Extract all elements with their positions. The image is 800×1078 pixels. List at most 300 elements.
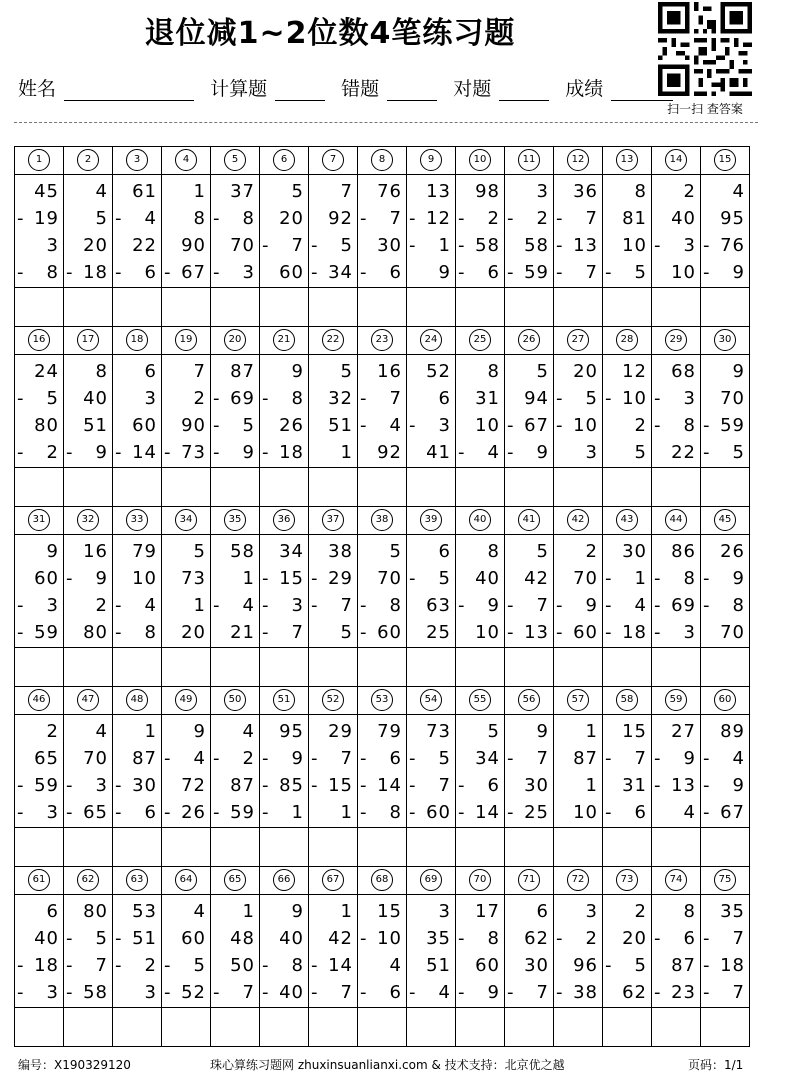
answer-box[interactable] bbox=[15, 1008, 64, 1047]
problem-cell bbox=[15, 175, 64, 288]
answer-box[interactable] bbox=[505, 288, 554, 327]
problem-term: 30 bbox=[377, 235, 402, 256]
answer-box[interactable] bbox=[162, 648, 211, 687]
problem-cell bbox=[309, 175, 358, 288]
problem-term: 16 bbox=[377, 361, 402, 382]
problem-number-cell bbox=[554, 147, 603, 175]
problem-number: 6 bbox=[273, 149, 295, 171]
answer-box[interactable] bbox=[211, 1008, 260, 1047]
problem-term: - 4 bbox=[409, 982, 451, 1003]
problem-number-cell bbox=[652, 147, 701, 175]
answer-box[interactable] bbox=[456, 468, 505, 507]
problem-number: 74 bbox=[665, 869, 687, 891]
problem-number: 7 bbox=[322, 149, 344, 171]
problem-term: 87 bbox=[230, 361, 255, 382]
answer-box[interactable] bbox=[211, 468, 260, 507]
problem-term: 1 bbox=[585, 721, 598, 742]
problem-term: - 59 bbox=[507, 262, 549, 283]
problem-term: 80 bbox=[34, 415, 59, 436]
problem-cell bbox=[407, 535, 456, 648]
answer-box[interactable] bbox=[505, 1008, 554, 1047]
right-count-blank[interactable] bbox=[499, 78, 549, 101]
problem-number: 65 bbox=[224, 869, 246, 891]
problem-number: 55 bbox=[469, 689, 491, 711]
problem-term: - 2 bbox=[458, 208, 500, 229]
problem-number: 19 bbox=[175, 329, 197, 351]
problem-term: 60 bbox=[279, 262, 304, 283]
problem-term: - 18 bbox=[17, 955, 59, 976]
problem-term: - 58 bbox=[66, 982, 108, 1003]
problem-number: 37 bbox=[322, 509, 344, 531]
problem-term: - 13 bbox=[507, 622, 549, 643]
problem-cell bbox=[260, 535, 309, 648]
answer-box[interactable] bbox=[358, 1008, 407, 1047]
problem-term: 70 bbox=[83, 748, 108, 769]
problem-term: - 9 bbox=[262, 748, 304, 769]
problem-number: 22 bbox=[322, 329, 344, 351]
problem-row bbox=[15, 715, 750, 828]
problem-term: 40 bbox=[475, 568, 500, 589]
problem-term: 10 bbox=[132, 568, 157, 589]
answer-box[interactable] bbox=[260, 468, 309, 507]
problem-number: 66 bbox=[273, 869, 295, 891]
problem-term: - 2 bbox=[213, 748, 255, 769]
number-row bbox=[15, 507, 750, 535]
problem-cell bbox=[358, 175, 407, 288]
answer-box[interactable] bbox=[15, 288, 64, 327]
problem-term: 87 bbox=[132, 748, 157, 769]
name-blank[interactable] bbox=[64, 78, 194, 101]
problem-term: 6 bbox=[46, 901, 59, 922]
problem-number-cell bbox=[309, 867, 358, 895]
answer-box[interactable] bbox=[113, 468, 162, 507]
answer-box[interactable] bbox=[211, 648, 260, 687]
answer-box[interactable] bbox=[456, 288, 505, 327]
problem-number: 3 bbox=[126, 149, 148, 171]
answer-box[interactable] bbox=[701, 828, 750, 867]
problem-term: - 69 bbox=[213, 388, 255, 409]
problem-row bbox=[15, 535, 750, 648]
problem-number-cell bbox=[64, 867, 113, 895]
problem-term: 51 bbox=[328, 415, 353, 436]
answer-box[interactable] bbox=[162, 828, 211, 867]
answer-box[interactable] bbox=[554, 288, 603, 327]
problem-term: - 5 bbox=[164, 955, 206, 976]
answer-row bbox=[15, 1008, 750, 1047]
problem-cell bbox=[652, 535, 701, 648]
problem-cell bbox=[701, 355, 750, 468]
wrong-count-blank[interactable] bbox=[387, 78, 437, 101]
problem-term: - 2 bbox=[507, 208, 549, 229]
problem-number-cell bbox=[505, 147, 554, 175]
problem-number-cell bbox=[554, 867, 603, 895]
problem-term: - 12 bbox=[409, 208, 451, 229]
problem-number: 2 bbox=[77, 149, 99, 171]
problem-term: 73 bbox=[426, 721, 451, 742]
problem-term: - 52 bbox=[164, 982, 206, 1003]
problem-term: - 8 bbox=[213, 208, 255, 229]
problem-number: 45 bbox=[714, 509, 736, 531]
problem-term: 4 bbox=[193, 901, 206, 922]
problem-number-cell bbox=[603, 507, 652, 535]
problem-term: - 7 bbox=[311, 982, 353, 1003]
problem-term: - 26 bbox=[164, 802, 206, 823]
calc-count-blank[interactable] bbox=[275, 78, 325, 101]
problem-number-cell bbox=[211, 327, 260, 355]
answer-box[interactable] bbox=[554, 468, 603, 507]
problem-number-cell bbox=[554, 327, 603, 355]
problem-number: 36 bbox=[273, 509, 295, 531]
problem-number: 50 bbox=[224, 689, 246, 711]
problem-term: - 23 bbox=[654, 982, 696, 1003]
answer-box[interactable] bbox=[603, 288, 652, 327]
problem-term: 8 bbox=[193, 208, 206, 229]
problem-number-cell bbox=[113, 507, 162, 535]
problem-term: 1 bbox=[340, 901, 353, 922]
problem-number-cell bbox=[358, 507, 407, 535]
problem-number: 24 bbox=[420, 329, 442, 351]
answer-box[interactable] bbox=[701, 1008, 750, 1047]
problem-cell bbox=[260, 895, 309, 1008]
problem-number-cell bbox=[652, 687, 701, 715]
problem-term: 1 bbox=[340, 442, 353, 463]
problem-term: - 3 bbox=[654, 388, 696, 409]
problem-term: - 4 bbox=[115, 595, 157, 616]
problem-term: - 7 bbox=[262, 235, 304, 256]
answer-box[interactable] bbox=[554, 828, 603, 867]
problem-term: 4 bbox=[732, 181, 745, 202]
answer-box[interactable] bbox=[211, 288, 260, 327]
problem-term: 9 bbox=[46, 541, 59, 562]
problem-term: - 59 bbox=[703, 415, 745, 436]
problem-term: 4 bbox=[95, 721, 108, 742]
answer-box[interactable] bbox=[15, 468, 64, 507]
problem-number-cell bbox=[15, 507, 64, 535]
problem-term: 94 bbox=[524, 388, 549, 409]
problem-term: 2 bbox=[585, 541, 598, 562]
problem-term: 15 bbox=[622, 721, 647, 742]
answer-box[interactable] bbox=[652, 648, 701, 687]
problem-term: - 60 bbox=[360, 622, 402, 643]
problem-term: - 9 bbox=[507, 442, 549, 463]
problem-term: 2 bbox=[46, 721, 59, 742]
problem-term: 40 bbox=[34, 928, 59, 949]
problem-number: 63 bbox=[126, 869, 148, 891]
problem-number-cell bbox=[260, 327, 309, 355]
answer-box[interactable] bbox=[113, 1008, 162, 1047]
problem-term: - 29 bbox=[311, 568, 353, 589]
answer-box[interactable] bbox=[407, 828, 456, 867]
problem-term: - 15 bbox=[262, 568, 304, 589]
problem-number-cell bbox=[603, 687, 652, 715]
problem-number: 9 bbox=[420, 149, 442, 171]
answer-box[interactable] bbox=[260, 288, 309, 327]
problem-number: 43 bbox=[616, 509, 638, 531]
answer-box[interactable] bbox=[64, 468, 113, 507]
answer-row bbox=[15, 468, 750, 507]
answer-box[interactable] bbox=[554, 648, 603, 687]
problem-term: - 59 bbox=[213, 802, 255, 823]
answer-box[interactable] bbox=[64, 288, 113, 327]
problem-number: 28 bbox=[616, 329, 638, 351]
problem-term: 3 bbox=[585, 442, 598, 463]
problem-number-cell bbox=[358, 327, 407, 355]
answer-box[interactable] bbox=[260, 1008, 309, 1047]
problem-number: 59 bbox=[665, 689, 687, 711]
problem-term: - 8 bbox=[458, 928, 500, 949]
answer-box[interactable] bbox=[15, 648, 64, 687]
problem-number-cell bbox=[64, 147, 113, 175]
problem-term: 35 bbox=[426, 928, 451, 949]
problem-term: 6 bbox=[438, 541, 451, 562]
problem-cell bbox=[162, 535, 211, 648]
problem-term: 26 bbox=[279, 415, 304, 436]
problem-term: 35 bbox=[720, 901, 745, 922]
answer-box[interactable] bbox=[309, 828, 358, 867]
answer-box[interactable] bbox=[407, 468, 456, 507]
problem-cell bbox=[407, 895, 456, 1008]
problem-term: 3 bbox=[46, 235, 59, 256]
problem-number: 72 bbox=[567, 869, 589, 891]
answer-box[interactable] bbox=[113, 648, 162, 687]
problem-term: 8 bbox=[487, 541, 500, 562]
problem-term: 40 bbox=[83, 388, 108, 409]
answer-box[interactable] bbox=[113, 288, 162, 327]
problem-number: 30 bbox=[714, 329, 736, 351]
problem-number: 29 bbox=[665, 329, 687, 351]
problem-term: 51 bbox=[426, 955, 451, 976]
answer-box[interactable] bbox=[603, 468, 652, 507]
answer-box[interactable] bbox=[358, 828, 407, 867]
problem-term: 32 bbox=[328, 388, 353, 409]
problem-number-cell bbox=[162, 687, 211, 715]
problem-term: - 8 bbox=[654, 415, 696, 436]
problem-term: - 5 bbox=[409, 568, 451, 589]
problem-term: - 8 bbox=[703, 595, 745, 616]
answer-box[interactable] bbox=[15, 828, 64, 867]
problem-term: 8 bbox=[634, 181, 647, 202]
problem-cell bbox=[652, 895, 701, 1008]
problem-term: 95 bbox=[720, 208, 745, 229]
problem-cell bbox=[15, 355, 64, 468]
problem-term: 24 bbox=[34, 361, 59, 382]
problem-term: 87 bbox=[671, 955, 696, 976]
problem-cell bbox=[211, 175, 260, 288]
problem-number: 70 bbox=[469, 869, 491, 891]
qr-caption: 扫一扫 查答案 bbox=[667, 102, 743, 116]
problem-cell bbox=[15, 535, 64, 648]
problem-number-cell bbox=[211, 507, 260, 535]
answer-box[interactable] bbox=[211, 828, 260, 867]
problem-number: 21 bbox=[273, 329, 295, 351]
problem-term: 30 bbox=[622, 541, 647, 562]
answer-box[interactable] bbox=[554, 1008, 603, 1047]
answer-box[interactable] bbox=[652, 288, 701, 327]
problem-cell bbox=[554, 895, 603, 1008]
answer-row bbox=[15, 288, 750, 327]
answer-box[interactable] bbox=[309, 468, 358, 507]
answer-box[interactable] bbox=[652, 1008, 701, 1047]
answer-box[interactable] bbox=[309, 1008, 358, 1047]
answer-box[interactable] bbox=[64, 1008, 113, 1047]
problem-cell bbox=[15, 895, 64, 1008]
answer-box[interactable] bbox=[113, 828, 162, 867]
answer-box[interactable] bbox=[260, 828, 309, 867]
problem-term: 62 bbox=[524, 928, 549, 949]
problem-term: 42 bbox=[524, 568, 549, 589]
answer-box[interactable] bbox=[505, 468, 554, 507]
problem-cell bbox=[407, 715, 456, 828]
problem-number-cell bbox=[162, 867, 211, 895]
answer-box[interactable] bbox=[652, 828, 701, 867]
answer-box[interactable] bbox=[505, 648, 554, 687]
problem-number: 58 bbox=[616, 689, 638, 711]
problem-number: 54 bbox=[420, 689, 442, 711]
answer-box[interactable] bbox=[64, 828, 113, 867]
problem-number: 48 bbox=[126, 689, 148, 711]
problem-term: 2 bbox=[683, 181, 696, 202]
problem-term: 9 bbox=[732, 361, 745, 382]
problem-term: - 67 bbox=[164, 262, 206, 283]
problem-term: 1 bbox=[193, 181, 206, 202]
problem-number: 4 bbox=[175, 149, 197, 171]
problem-number: 27 bbox=[567, 329, 589, 351]
problem-term: - 3 bbox=[262, 595, 304, 616]
problem-term: 5 bbox=[95, 208, 108, 229]
problem-term: - 14 bbox=[360, 775, 402, 796]
problem-number: 32 bbox=[77, 509, 99, 531]
problem-number-cell bbox=[358, 687, 407, 715]
answer-box[interactable] bbox=[358, 648, 407, 687]
problem-cell bbox=[309, 895, 358, 1008]
answer-box[interactable] bbox=[407, 288, 456, 327]
problem-row bbox=[15, 175, 750, 288]
problem-cell bbox=[64, 895, 113, 1008]
problem-term: - 14 bbox=[115, 442, 157, 463]
footer-page: 页码：1/1 bbox=[688, 1058, 744, 1072]
problem-number-cell bbox=[309, 147, 358, 175]
problem-term: - 3 bbox=[213, 262, 255, 283]
problem-term: - 8 bbox=[262, 388, 304, 409]
problem-number-cell bbox=[211, 147, 260, 175]
problem-number-cell bbox=[15, 867, 64, 895]
problem-term: 90 bbox=[181, 235, 206, 256]
problem-number: 34 bbox=[175, 509, 197, 531]
problem-term: - 6 bbox=[605, 802, 647, 823]
problem-term: 6 bbox=[536, 901, 549, 922]
answer-box[interactable] bbox=[701, 288, 750, 327]
problem-term: 9 bbox=[438, 262, 451, 283]
problem-number: 41 bbox=[518, 509, 540, 531]
problem-term: 20 bbox=[83, 235, 108, 256]
answer-box[interactable] bbox=[603, 828, 652, 867]
problem-term: 80 bbox=[83, 901, 108, 922]
problem-term: - 1 bbox=[409, 235, 451, 256]
problem-term: - 30 bbox=[115, 775, 157, 796]
answer-box[interactable] bbox=[701, 648, 750, 687]
problem-number: 25 bbox=[469, 329, 491, 351]
problem-term: 5 bbox=[536, 541, 549, 562]
problem-term: - 38 bbox=[556, 982, 598, 1003]
answer-box[interactable] bbox=[162, 468, 211, 507]
answer-box[interactable] bbox=[407, 648, 456, 687]
problem-number: 14 bbox=[665, 149, 687, 171]
problem-term: - 13 bbox=[556, 235, 598, 256]
answer-box[interactable] bbox=[260, 648, 309, 687]
problem-number: 12 bbox=[567, 149, 589, 171]
problem-number-cell bbox=[456, 867, 505, 895]
problem-cell bbox=[162, 175, 211, 288]
problem-number-cell bbox=[260, 867, 309, 895]
problem-term: 81 bbox=[622, 208, 647, 229]
name-label: 姓名 bbox=[18, 78, 57, 100]
problem-number: 64 bbox=[175, 869, 197, 891]
answer-box[interactable] bbox=[603, 1008, 652, 1047]
problem-term: - 6 bbox=[115, 262, 157, 283]
problem-term: - 9 bbox=[556, 595, 598, 616]
problem-term: 63 bbox=[426, 595, 451, 616]
answer-box[interactable] bbox=[358, 468, 407, 507]
problem-number-cell bbox=[64, 687, 113, 715]
number-row bbox=[15, 867, 750, 895]
problem-cell bbox=[358, 535, 407, 648]
problem-number-cell bbox=[505, 687, 554, 715]
problem-term: 10 bbox=[475, 622, 500, 643]
qr-code-icon[interactable] bbox=[658, 2, 752, 96]
problem-number-cell bbox=[407, 147, 456, 175]
problem-number: 26 bbox=[518, 329, 540, 351]
problem-term: 73 bbox=[181, 568, 206, 589]
answer-box[interactable] bbox=[603, 648, 652, 687]
problem-term: 3 bbox=[144, 388, 157, 409]
problem-number-cell bbox=[64, 327, 113, 355]
problem-number: 31 bbox=[28, 509, 50, 531]
problem-number-cell bbox=[554, 687, 603, 715]
problem-term: 70 bbox=[720, 622, 745, 643]
problem-term: - 10 bbox=[360, 928, 402, 949]
problem-cell bbox=[113, 715, 162, 828]
answer-box[interactable] bbox=[701, 468, 750, 507]
problem-term: - 8 bbox=[17, 262, 59, 283]
problem-number: 42 bbox=[567, 509, 589, 531]
problem-term: 42 bbox=[328, 928, 353, 949]
problem-term: - 6 bbox=[458, 262, 500, 283]
answer-box[interactable] bbox=[456, 828, 505, 867]
answer-box[interactable] bbox=[358, 288, 407, 327]
answer-box[interactable] bbox=[456, 648, 505, 687]
problem-cell bbox=[701, 175, 750, 288]
problem-number-cell bbox=[358, 867, 407, 895]
answer-box[interactable] bbox=[309, 288, 358, 327]
problem-term: 70 bbox=[720, 388, 745, 409]
problem-cell bbox=[358, 895, 407, 1008]
problem-term: - 6 bbox=[115, 802, 157, 823]
answer-box[interactable] bbox=[309, 648, 358, 687]
answer-box[interactable] bbox=[162, 288, 211, 327]
answer-box[interactable] bbox=[652, 468, 701, 507]
calc-count-label: 计算题 bbox=[210, 78, 268, 100]
problem-number-cell bbox=[64, 507, 113, 535]
problem-cell bbox=[554, 715, 603, 828]
problem-cell bbox=[701, 715, 750, 828]
answer-box[interactable] bbox=[64, 648, 113, 687]
problem-cell bbox=[505, 355, 554, 468]
answer-box[interactable] bbox=[456, 1008, 505, 1047]
answer-box[interactable] bbox=[162, 1008, 211, 1047]
problem-term: 3 bbox=[536, 181, 549, 202]
answer-box[interactable] bbox=[505, 828, 554, 867]
answer-box[interactable] bbox=[407, 1008, 456, 1047]
